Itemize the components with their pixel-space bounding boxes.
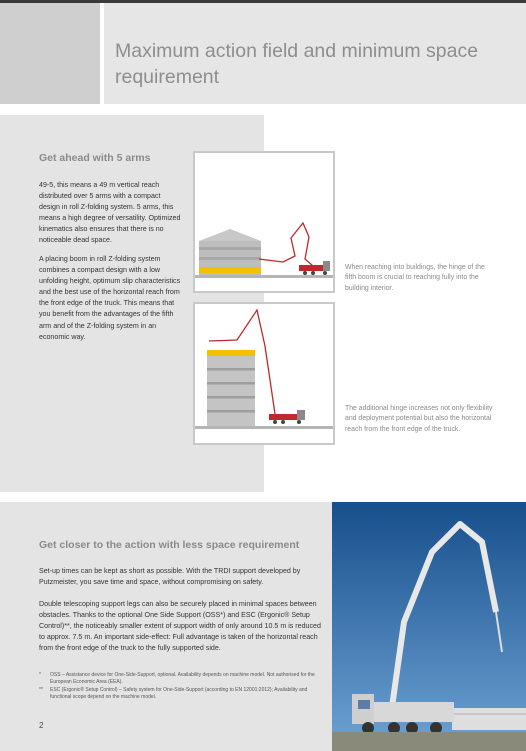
space-paragraph-2: Double telescoping support legs can also be securely placed in minimal spaces between obstacles. Thanks to the optional One Side Support (OSS*) and ESC (Ergonic® Setup Control)**, the noticeably smaller extent of support width of only around 10.5 m is reduced to approx. 7.5 m. An important side-effect: Full advantage is taken of the horizontal reach from the front edge of the truck to the fully supported side. [39, 600, 321, 653]
five-arms-paragraph-2: A placing boom in roll Z-folding system combines a compact design with a low unfolding height, optimum slip characteristics and the best use of the horizontal reach from the front edge of the truck. This means that you benefit from the advantages of the fifth arm and of the Z-folding system in an economic way. [39, 255, 181, 341]
caption-vertical-reach: The additional hinge increases not only flexibility and deployment potential but also the horizontal reach from the front edge of the truck. [345, 405, 493, 433]
page-number: 2 [39, 721, 44, 730]
footnote-text-2: ESC (Ergonic® Setup Control) – Safety system for One-Side-Support (according to EN 12001:2012); Availability and functional scope depend on the machine model. [50, 687, 308, 700]
footnote-mark-1: * [39, 672, 41, 678]
caption-horizontal-reach: When reaching into buildings, the hinge of the fifth boom is crucial to reaching fully into the building interior. [345, 264, 485, 292]
space-paragraph-1: Set-up times can be kept as short as possible. With the TRDI support developed by Putzmeister, you save time and space, without compromising on safety. [39, 567, 301, 587]
figure-vertical-reach [193, 302, 335, 445]
figure-horizontal-reach [193, 151, 335, 293]
header-grey-block [0, 3, 100, 104]
footnote-mark-2: ** [39, 687, 43, 693]
horizontal-reach-illustration [195, 153, 333, 291]
concrete-pump-photo [332, 502, 526, 751]
section-space-heading: Get closer to the action with less space requirement [39, 539, 300, 551]
concrete-pump-photo-illustration [332, 502, 526, 751]
five-arms-paragraph-1: 49-5, this means a 49 m vertical reach distributed over 5 arms with a compact design in roll Z-folding system. 5 arms, this means a high degree of versatility. Optimized kinematics also ensures that there is no noticeable dead space. [39, 181, 181, 245]
page-title: Maximum action field and minimum space requirement [115, 40, 479, 88]
vertical-reach-illustration [195, 304, 333, 443]
footnote-text-1: OSS – Assistance device for One-Side-Support, optional. Availability depends on machine model. Not authorised for the European Economic Area (EEA). [50, 672, 315, 685]
section-five-arms-heading: Get ahead with 5 arms [39, 152, 151, 164]
